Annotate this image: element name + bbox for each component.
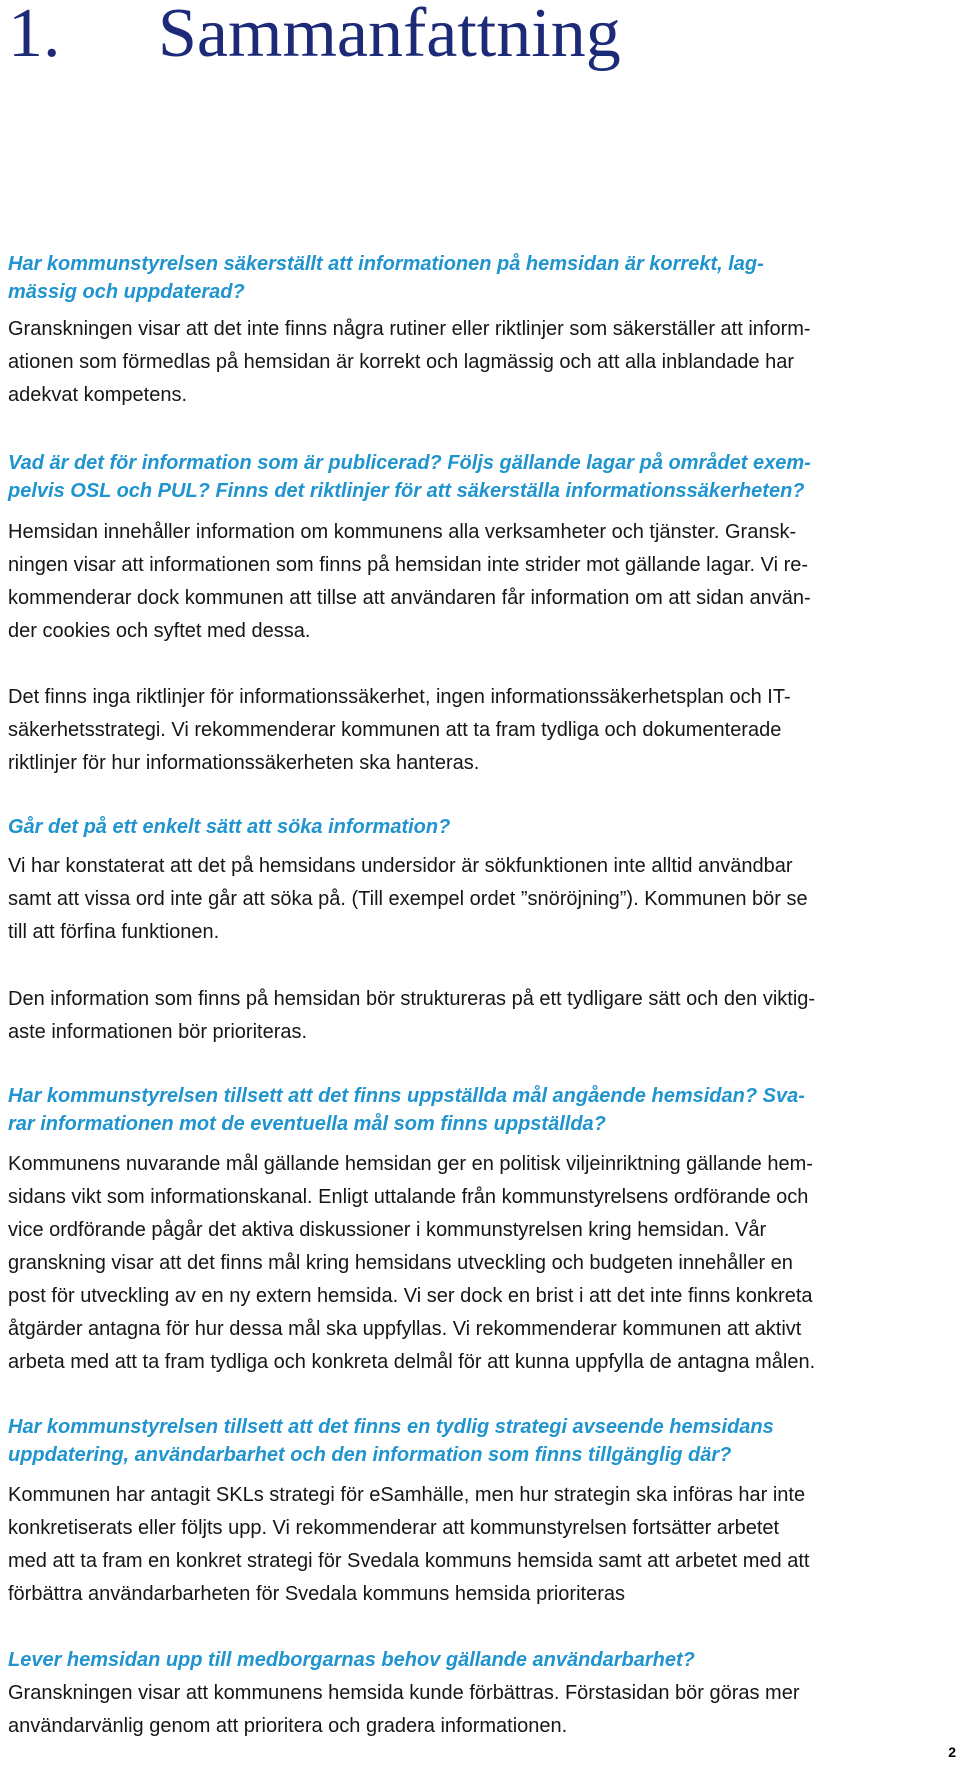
- section-question: Lever hemsidan upp till medborgarnas behov gällande användarbarhet?: [8, 1649, 695, 1671]
- section-paragraph: Det finns inga riktlinjer för informationssäkerhet, ingen informationssäkerhetsplan och IT- säkerhetsstrategi. Vi rekommenderar kommunen att ta fram tydliga och dokumenterade riktlinjer för hur informationssäkerheten ska hanteras.: [8, 686, 791, 774]
- section-question: Går det på ett enkelt sätt att söka information?: [8, 816, 451, 838]
- section-paragraph: Kommunens nuvarande mål gällande hemsidan ger en politisk viljeinriktning gällande hem- sidans vikt som informationskanal. Enligt uttalande från kommunstyrelsens ordförande och vice ordförande pågår det aktiva diskussioner i kommunstyrelsen kring hemsidan. Vår granskning visar att det finns mål kring hemsidans utveckling och budgeten innehåller en post för utveckling av en ny extern hemsida. Vi ser dock en brist i att det inte finns konkreta åtgärder antagna för hur dessa mål ska uppfyllas. Vi rekommenderar kommunen att aktivt arbeta med att ta fram tydliga och konkreta delmål för att kunna uppfylla de antagna målen.: [8, 1153, 816, 1373]
- page-number: 2: [948, 1744, 956, 1760]
- page-title: [8, 0, 621, 74]
- section-question: Har kommunstyrelsen tillsett att det finns en tydlig strategi avseende hemsidans uppdatering, användarbarhet och den information som finns tillgänglig där?: [8, 1416, 774, 1466]
- heading-text: Sammanfattning: [158, 0, 621, 72]
- section-question: Vad är det för information som är publicerad? Följs gällande lagar på området exem- pelvis OSL och PUL? Finns det riktlinjer för att säkerställa informationssäkerheten?: [8, 452, 811, 502]
- section-question: Har kommunstyrelsen tillsett att det finns uppställda mål angående hemsidan? Sva- rar informationen mot de eventuella mål som finns uppställda?: [8, 1085, 805, 1135]
- heading-number: 1.: [8, 0, 61, 72]
- section-paragraph: Kommunen har antagit SKLs strategi för eSamhälle, men hur strategin ska införas har inte konkretiserats eller följts upp. Vi rekommenderar att kommunstyrelsen fortsätter arbetet med att ta fram en konkret strategi för Svedala kommuns hemsida samt att arbetet med att förbättra användarbarheten för Svedala kommuns hemsida prioriteras: [8, 1484, 810, 1605]
- section-paragraph: Den information som finns på hemsidan bör struktureras på ett tydligare sätt och den viktig- aste informationen bör prioriteras.: [8, 988, 816, 1043]
- section-paragraph: Granskningen visar att kommunens hemsida kunde förbättras. Förstasidan bör göras mer användarvänlig genom att prioritera och gradera informationen.: [8, 1682, 800, 1737]
- section-paragraph: Granskningen visar att det inte finns några rutiner eller riktlinjer som säkerställer att inform- ationen som förmedlas på hemsidan är korrekt och lagmässig och att alla inblandade har adekvat kompetens.: [8, 318, 811, 406]
- section-paragraph: Vi har konstaterat att det på hemsidans undersidor är sökfunktionen inte alltid användbar samt att vissa ord inte går att söka på. (Till exempel ordet ”snöröjning”). Kommunen bör se till att förfina funktionen.: [8, 855, 808, 943]
- section-question: Har kommunstyrelsen säkerställt att informationen på hemsidan är korrekt, lag- mässig och uppdaterad?: [8, 253, 764, 303]
- section-paragraph: Hemsidan innehåller information om kommunens alla verksamheter och tjänster. Gransk- ningen visar att informationen som finns på hemsidan inte strider mot gällande lagar. Vi re- kommenderar dock kommunen att tillse att användaren får information om att sidan använ- der cookies och syftet med dessa.: [8, 521, 811, 642]
